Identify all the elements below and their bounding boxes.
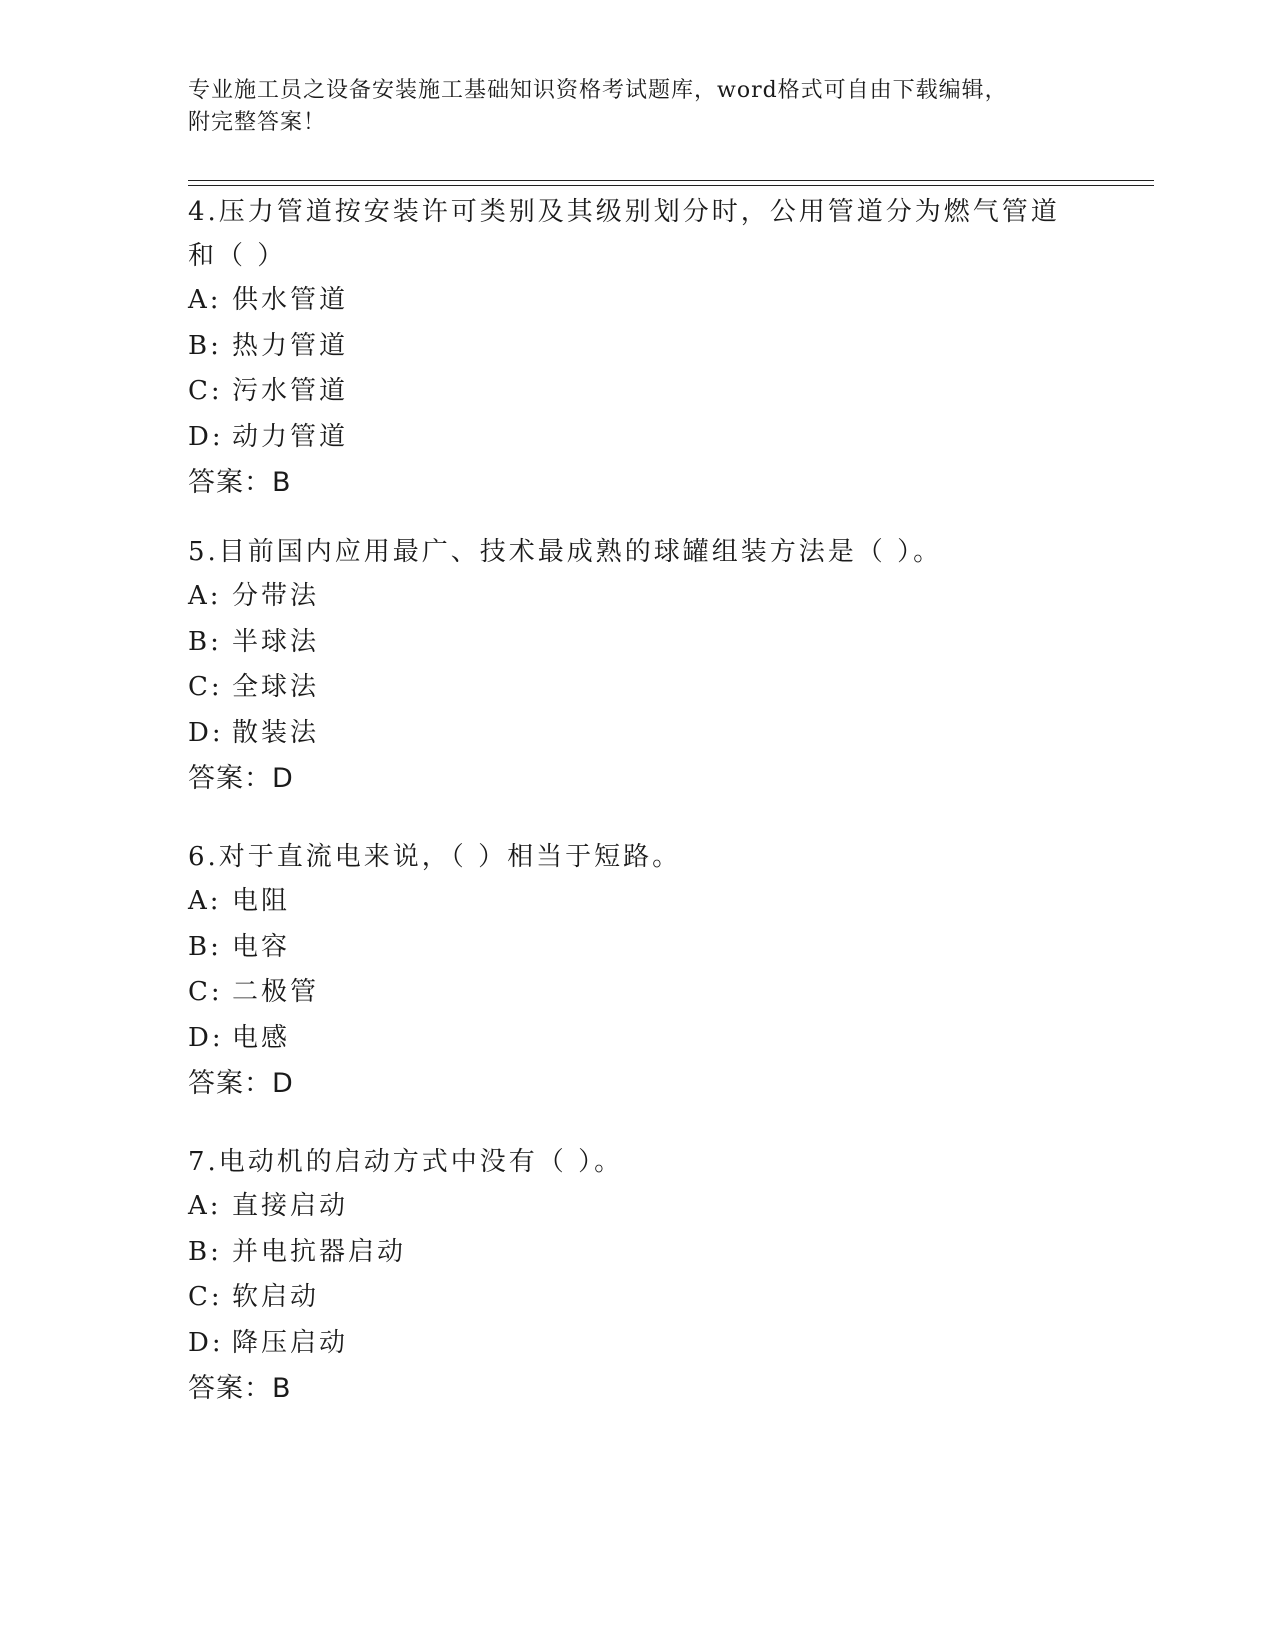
option-d [188,1321,1088,1367]
option-letter: B: [188,931,222,962]
question-stem-line-2: 和（ ） [188,241,287,271]
option-text: 分带法 [232,581,320,611]
answer-line: 答案：B [188,467,292,498]
option-text: 电阻 [232,886,291,916]
option-text: 二极管 [232,977,320,1007]
option-text: 并电抗器启动 [232,1236,407,1267]
question-4 [188,190,1088,506]
option-c [188,665,1088,711]
option-letter: C: [188,1282,223,1312]
option-text: 污水管道 [232,376,349,406]
option-letter: D: [188,421,224,452]
option-text: 散装法 [232,717,320,748]
option-text: 电感 [232,1022,291,1053]
option-text: 供水管道 [232,285,349,315]
option-text: 全球法 [232,672,320,702]
option-letter: D: [188,1022,224,1053]
option-d [188,415,1088,461]
header-divider-top [188,180,1154,181]
question-stem [188,190,1088,278]
header-line-2: 附完整答案！ [188,110,327,135]
answer-line: 答案：D [188,1068,294,1099]
option-letter: D: [188,717,224,748]
question-stem-line-1: 5.目前国内应用最广、技术最成熟的球罐组装方法是（ ）。 [188,537,943,567]
option-letter: C: [188,376,223,406]
question-stem-line-1: 7.电动机的启动方式中没有（ ）。 [188,1147,624,1177]
option-c [188,1275,1088,1321]
option-letter: C: [188,672,223,702]
answer-line: 答案：B [188,1373,292,1404]
question-stem [188,1140,1088,1184]
option-b [188,1230,1088,1276]
option-b [188,925,1088,971]
option-text: 降压启动 [232,1327,349,1358]
option-text: 直接启动 [232,1191,349,1221]
option-letter: C: [188,977,223,1007]
option-a [188,278,1088,324]
header-divider-bottom [188,185,1154,186]
question-stem-line-1: 6.对于直流电来说，（ ）相当于短路。 [188,842,682,872]
question-7 [188,1140,1088,1412]
option-letter: A: [188,581,222,611]
option-b [188,620,1088,666]
option-a [188,879,1088,925]
option-letter: B: [188,330,222,361]
option-a [188,1184,1088,1230]
option-d [188,1016,1088,1062]
option-c [188,970,1088,1016]
option-letter: B: [188,1236,222,1267]
option-text: 软启动 [232,1282,320,1312]
answer-line: 答案：D [188,763,294,794]
option-text: 动力管道 [232,421,349,452]
question-5 [188,530,1088,802]
question-stem-line-1: 4.压力管道按安装许可类别及其级别划分时，公用管道分为燃气管道 [188,197,1060,227]
option-letter: A: [188,1191,222,1221]
option-b [188,324,1088,370]
option-letter: A: [188,886,222,916]
document-header [188,75,1068,139]
question-6 [188,835,1088,1107]
option-d [188,711,1088,757]
option-a [188,574,1088,620]
question-stem [188,835,1088,879]
question-stem [188,530,1088,574]
option-letter: B: [188,626,222,657]
header-line-1: 专业施工员之设备安装施工基础知识资格考试题库，word格式可自由下载编辑， [188,78,1008,103]
option-letter: A: [188,285,222,315]
option-text: 半球法 [232,626,320,657]
option-text: 热力管道 [232,330,349,361]
option-letter: D: [188,1327,224,1358]
option-c [188,369,1088,415]
option-text: 电容 [232,931,291,962]
